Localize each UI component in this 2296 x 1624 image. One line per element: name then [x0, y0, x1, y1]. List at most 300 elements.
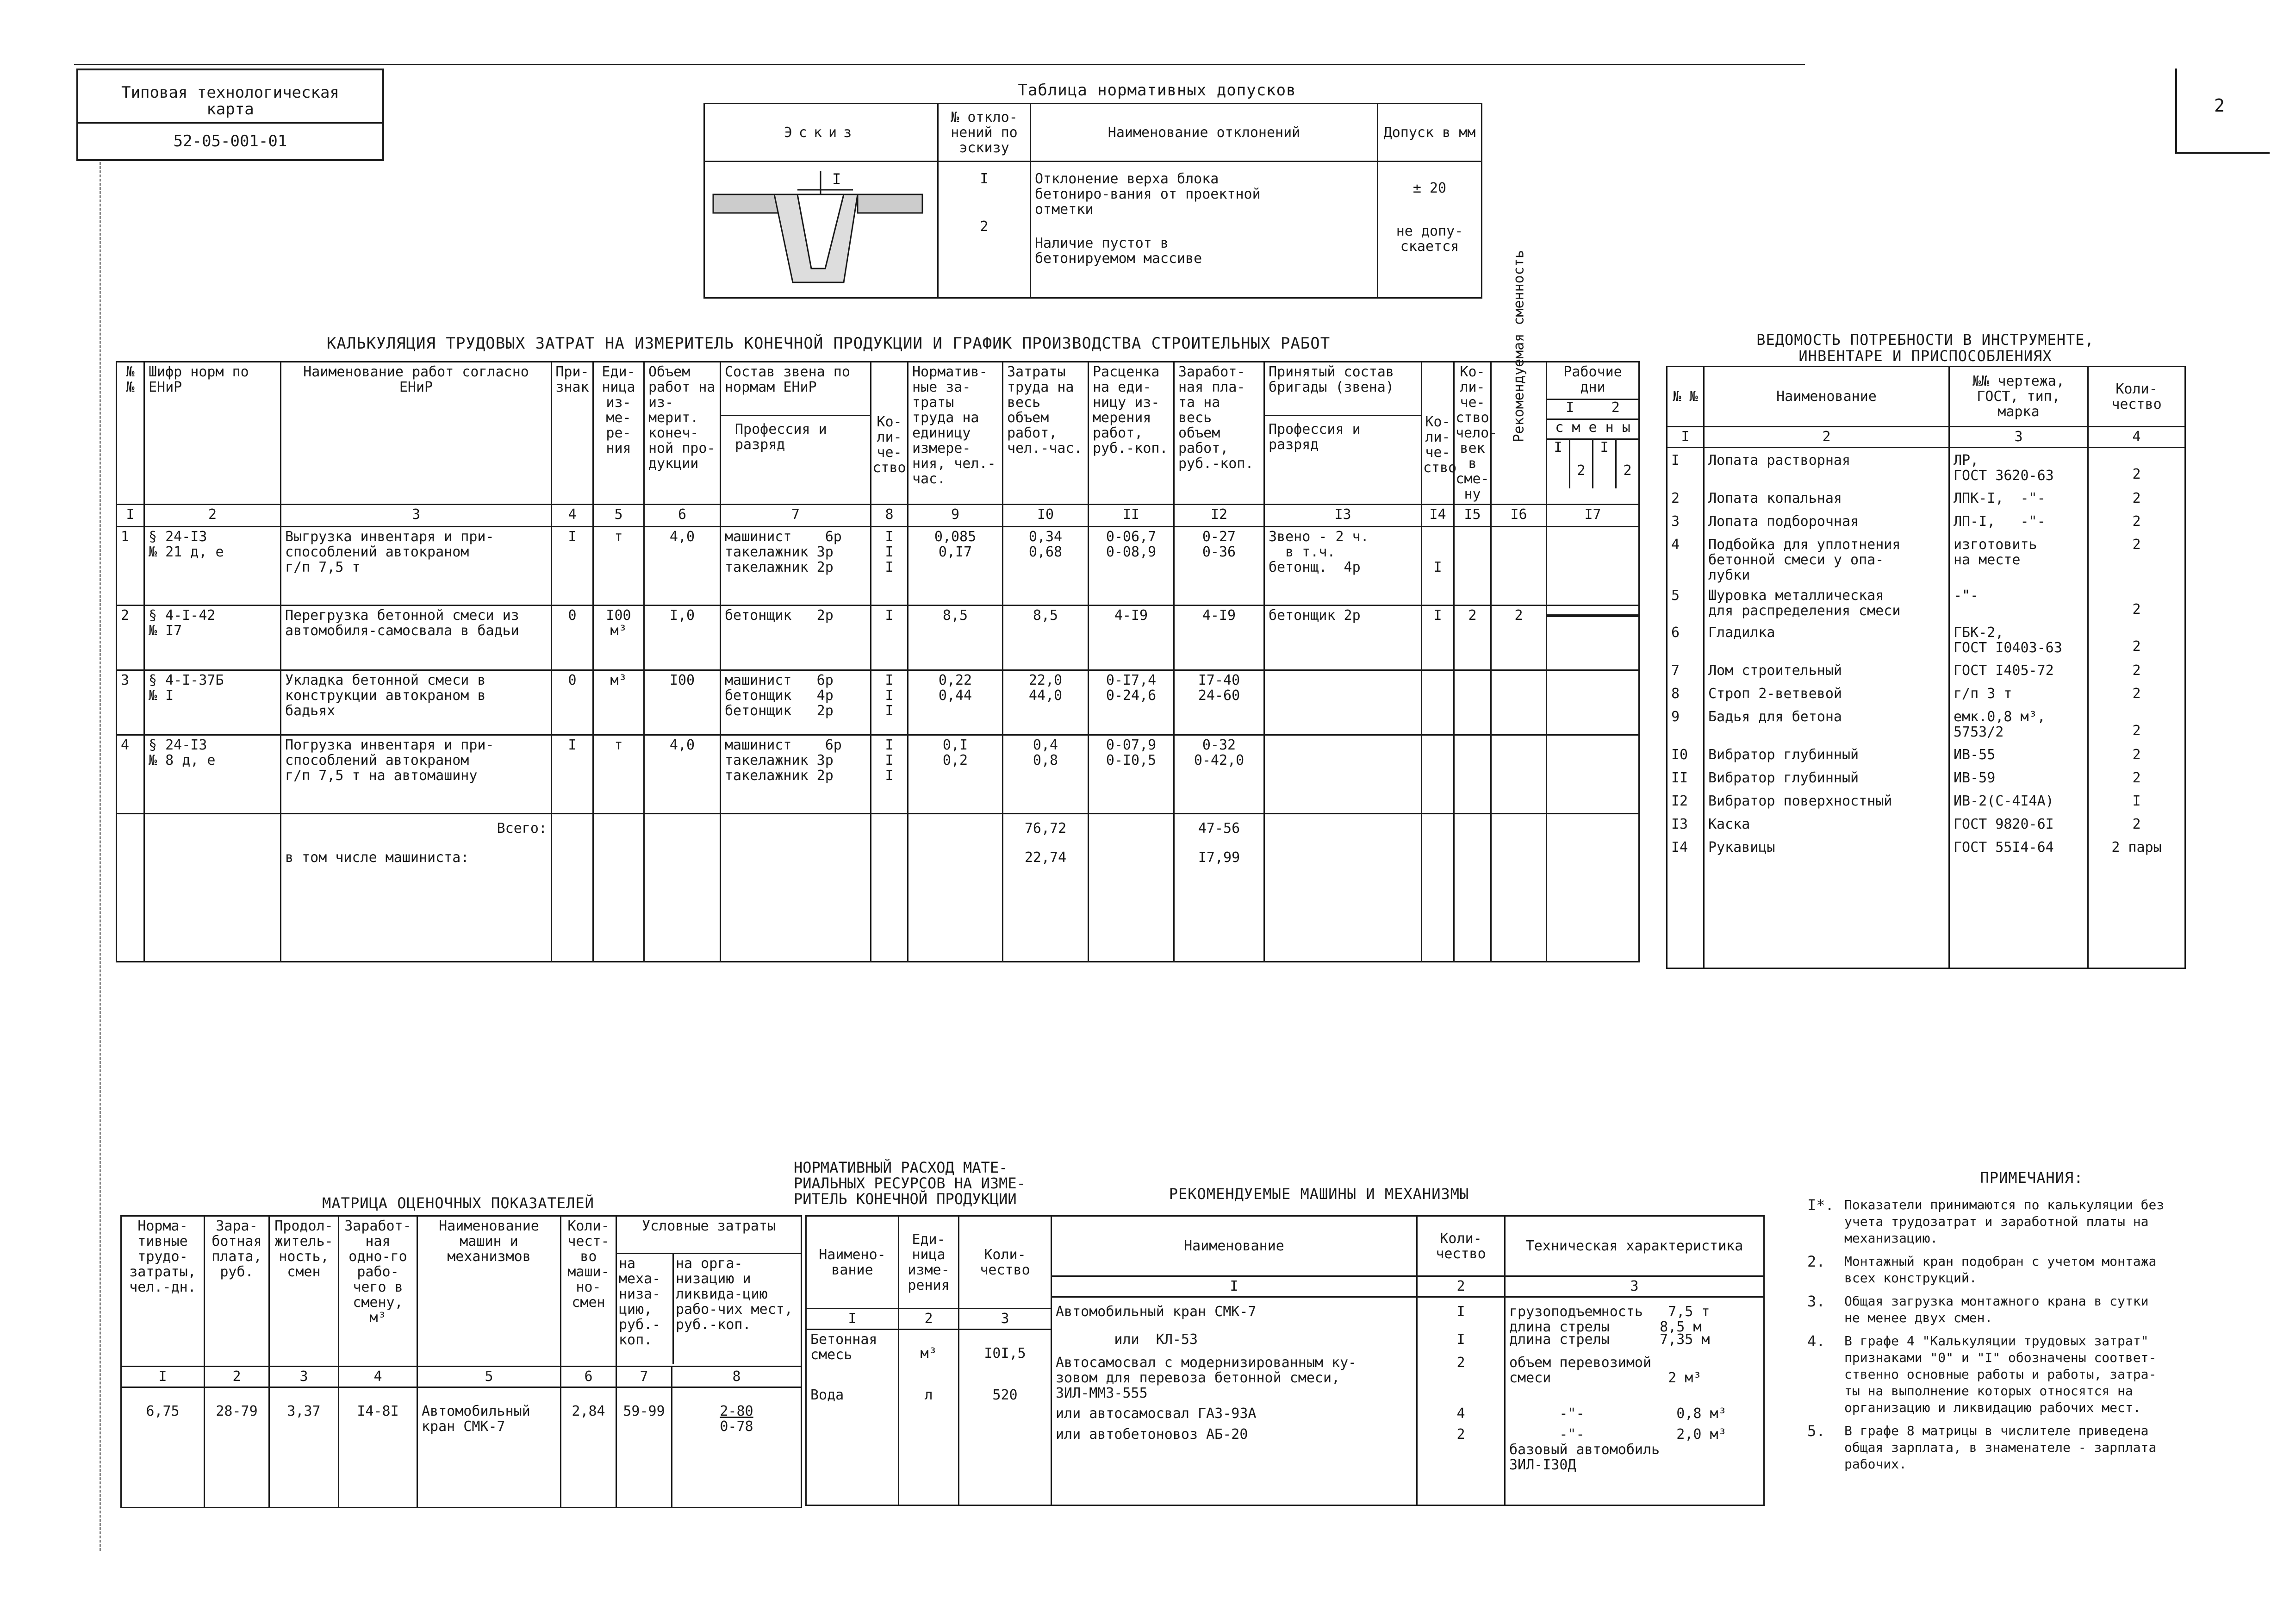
calc-r4-unit: т — [614, 737, 623, 753]
matrix-f: 2,84 — [572, 1403, 605, 1419]
tools-qty: 2 — [2132, 537, 2141, 553]
calc-h3: Наименование работ согласно ЕНиР — [281, 362, 552, 505]
calc-total-wage: 47-56 — [1198, 820, 1240, 837]
matrix-h7-group — [616, 1216, 802, 1367]
tools-title1: ВЕДОМОСТЬ ПОТРЕБНОСТИ В ИНСТРУМЕНТЕ, — [1756, 331, 2094, 349]
tol-tol-cell — [1378, 162, 1482, 298]
title-block — [76, 69, 384, 161]
materials-title: НОРМАТИВНЫЙ РАСХОД МАТЕ-РИАЛЬНЫХ РЕСУРСОВ НА ИЗМЕ-РИТЕЛЬ КОНЕЧНОЙ ПРОДУКЦИИ — [794, 1159, 1026, 1208]
calc-r1-unit: т — [614, 529, 623, 545]
calc-h17-group — [1547, 362, 1639, 505]
calc-r4-wage: 0-32 0-42,0 — [1194, 737, 1244, 768]
tools-mark: ЛП-I, -"- — [1954, 513, 2046, 530]
tools-name: Лопата подборочная — [1708, 513, 1859, 530]
calc-h2: Шифр норм по ЕНиР — [144, 362, 281, 505]
tools-qty: 2 — [2132, 686, 2141, 702]
tol-row2-tol: не допу-скается — [1396, 223, 1463, 255]
tools-mark: ГОСТ 9820-6I — [1954, 816, 2054, 832]
calc-h17-s4: 2 — [1623, 462, 1632, 479]
calc-r3-prof: машинист 6р бетонщик 4р бетонщик 2р — [725, 672, 834, 719]
calc-r3-n: 3 — [121, 672, 130, 688]
matrix-num: I — [121, 1367, 205, 1387]
calc-title: КАЛЬКУЛЯЦИЯ ТРУДОВЫХ ЗАТРАТ НА ИЗМЕРИТЕЛЬ КОНЕЧНОЙ ПРОДУКЦИИ И ГРАФИК ПРОИЗВОДСТВА СТРОИТЕЛЬНЫХ РАБОТ — [326, 334, 1331, 353]
calc-r4-gantt — [1547, 735, 1639, 814]
calc-h13: Принятый состав бригады (звена) — [1265, 362, 1421, 416]
calc-r4-norm: 0,I 0,2 — [942, 737, 968, 768]
calc-num: II — [1089, 505, 1174, 527]
tools-n: 5 — [1671, 587, 1680, 604]
calc-h16: Рекомендуемая сменность — [1511, 250, 1527, 443]
calc-r2-gantt — [1547, 606, 1639, 670]
tools-n: 7 — [1671, 662, 1680, 679]
tools-mark: ГОСТ I405-72 — [1954, 662, 2054, 679]
calc-num: 9 — [908, 505, 1003, 527]
calc-h9: Норматив-ные за-траты труда на единицу измере-ния, чел.-час. — [908, 362, 1003, 505]
note-item — [1807, 1423, 2233, 1473]
tol-num-cell — [938, 162, 1031, 298]
calc-r4-cnt: I I I — [885, 737, 894, 784]
mat-body — [806, 1330, 1052, 1505]
calc-num: 2 — [144, 505, 281, 527]
matrix-h7b: на орга-низацию и ликвида-цию рабо-чих мест, руб.-коп. — [676, 1255, 793, 1333]
matrix-num: 2 — [205, 1367, 269, 1387]
matrix-h2-val: 0-78 — [720, 1418, 753, 1435]
calc-r2-wage: 4-I9 — [1202, 607, 1236, 624]
tol-row2-name: Наличие пустот в бетонируемом массиве — [1035, 235, 1202, 267]
calc-num: 5 — [593, 505, 644, 527]
tools-n: 2 — [1671, 490, 1680, 506]
mach-name: или автобетоновоз АБ-20 — [1056, 1426, 1248, 1443]
calc-r1-gantt — [1547, 527, 1639, 606]
tools-n: 9 — [1671, 709, 1680, 725]
tools-h3: №№ чертежа, ГОСТ, тип, марка — [1949, 367, 2088, 427]
calc-r1-vol: 4,0 — [669, 529, 695, 545]
mat-num: 3 — [959, 1309, 1052, 1330]
matrix-a: 6,75 — [146, 1403, 180, 1419]
tools-mark: ГОСТ 55I4-64 — [1954, 839, 2054, 856]
note-num: 3. — [1807, 1293, 1825, 1310]
mach-qty: 2 — [1456, 1426, 1465, 1443]
calc-h17-smeny: с м е н ы — [1547, 420, 1638, 440]
calc-h8: Ко-ли-че-ство — [872, 414, 906, 476]
tol-h-name: Наименование отклонений — [1031, 104, 1378, 162]
materials-table — [805, 1215, 1052, 1506]
calc-r2-shift: 2 — [1514, 607, 1523, 624]
tools-n: I — [1671, 452, 1680, 468]
gantt-bar — [1547, 614, 1638, 617]
matrix-h1: Норма-тивные трудо-затраты, чел.-дн. — [121, 1216, 205, 1367]
calc-h14-cell — [1422, 362, 1457, 505]
calc-num: I6 — [1491, 505, 1547, 527]
tools-qty: 2 пары — [2111, 839, 2162, 856]
mach-char: -"- 0,8 м³ — [1509, 1405, 1727, 1422]
matrix-h7a: на меха-низа-цию, руб.-коп. — [617, 1254, 674, 1364]
mat-unit: м³ — [920, 1345, 937, 1362]
tools-name: Вибратор глубинный — [1708, 770, 1859, 786]
calc-r3-vol: I00 — [669, 672, 695, 688]
matrix-h6: Коли-чест-во маши-но-смен — [561, 1216, 616, 1367]
tools-n: I0 — [1671, 747, 1688, 763]
calc-r1-sign: I — [568, 529, 577, 545]
tol-h-num: № откло-нений по эскизу — [938, 104, 1031, 162]
mat-name: Вода — [810, 1387, 844, 1403]
calc-num: 4 — [552, 505, 593, 527]
tools-qty: 2 — [2132, 601, 2141, 618]
tools-h2: Наименование — [1704, 367, 1949, 427]
title-line2: карта — [206, 100, 254, 119]
calc-row — [117, 735, 1639, 814]
calc-r1-labor: 0,34 0,68 — [1028, 529, 1063, 560]
matrix-num: 3 — [269, 1367, 339, 1387]
mach-num: 2 — [1417, 1276, 1505, 1297]
calc-h10: Затраты труда на весь объем работ, чел.-час. — [1003, 362, 1089, 505]
tools-name: Строп 2-ветвевой — [1708, 686, 1842, 702]
calc-incl-wage: I7,99 — [1198, 849, 1240, 866]
left-margin-line — [100, 162, 101, 1551]
calc-r1-wage: 0-27 0-36 — [1202, 529, 1236, 560]
tol-row1-num: I — [980, 171, 989, 187]
tools-qty: 2 — [2132, 723, 2141, 739]
matrix-h7: Условные затраты — [617, 1217, 801, 1254]
calc-num: I7 — [1547, 505, 1639, 527]
matrix-table — [120, 1215, 802, 1508]
tools-num: I — [1667, 427, 1704, 448]
calc-r2-bprof: бетонщик 2р — [1269, 607, 1361, 624]
tools-mark: ЛР, ГОСТ 3620-63 — [1954, 452, 2054, 484]
tools-mark: ИВ-2(С-4I4А) — [1954, 793, 2054, 809]
tools-h4: Коли-чество — [2088, 367, 2185, 427]
calc-num: I0 — [1003, 505, 1089, 527]
tools-n: 4 — [1671, 537, 1680, 553]
calc-r2-name: Перегрузка бетонной смеси из автомобиля-самосвала в бадьи — [285, 607, 519, 639]
calc-h17-day1: I — [1566, 400, 1574, 416]
mach-h1: Наименование — [1052, 1216, 1417, 1276]
tolerance-sketch — [705, 162, 936, 296]
note-num: 2. — [1807, 1253, 1825, 1270]
mach-name: Автосамосвал с модернизированным ку- зовом для перевоза бетонной смеси, ЗИЛ-ММЗ-555 — [1056, 1355, 1357, 1401]
calc-r2-vol: I,0 — [669, 607, 695, 624]
calc-num: I — [117, 505, 144, 527]
sketch-label: I — [832, 170, 841, 188]
tolerance-title: Таблица нормативных допусков — [1018, 81, 1296, 100]
tools-n: I3 — [1671, 816, 1688, 832]
tol-h-tol: Допуск в мм — [1378, 104, 1482, 162]
calc-total-row — [117, 814, 1639, 962]
tools-title2: ИНВЕНТАРЕ И ПРИСПОСОБЛЕНИЯХ — [1798, 347, 2052, 365]
note-item — [1807, 1197, 2233, 1247]
calc-h7a: Профессия и разряд — [735, 421, 827, 453]
calc-row — [117, 670, 1639, 735]
calc-r2-bcnt: I — [1433, 607, 1442, 624]
calc-r2-norm: 8,5 — [942, 607, 968, 624]
mach-char: -"- 2,0 м³ базовый автомобиль ЗИЛ-I30Д — [1509, 1426, 1727, 1473]
note-text: В графе 4 "Калькуляции трудовых затрат" признаками "0" и "I" обозначены соответ- ственно основные работы и работы, затра- ты на выполнение которых относятся на организацию и ликвидацию рабочих мест. — [1844, 1333, 2157, 1415]
tools-qty: 2 — [2132, 662, 2141, 679]
mat-h2: Еди-ница изме-рения — [899, 1216, 959, 1309]
calc-h1: № № — [117, 362, 144, 505]
note-item — [1807, 1293, 2233, 1326]
tools-mark: -"- — [1954, 587, 1979, 604]
tools-qty: 2 — [2132, 816, 2141, 832]
mach-char: длина стрелы 7,35 м — [1509, 1331, 1710, 1348]
tools-name: Бадья для бетона — [1708, 709, 1842, 725]
calc-h5: Еди-ница из-ме-ре-ния — [593, 362, 644, 505]
tools-n: I4 — [1671, 839, 1688, 856]
mach-name: или автосамосвал ГАЗ-93А — [1056, 1405, 1257, 1422]
note-text: Монтажный кран подобран с учетом монтажа всех конструкций. — [1844, 1254, 2157, 1286]
note-num: I*. — [1807, 1196, 1834, 1214]
calc-h13-group — [1264, 362, 1422, 505]
notes-title: ПРИМЕЧАНИЯ: — [1980, 1169, 2084, 1187]
tools-num: 4 — [2088, 427, 2185, 448]
calc-r1-bprof: Звено - 2 ч. в т.ч. бетонщ. 4р — [1269, 529, 1369, 575]
mach-qty: 2 — [1456, 1355, 1465, 1371]
tools-mark: ГБК-2, ГОСТ I0403-63 — [1954, 625, 2062, 656]
calc-total-label: Всего: — [497, 820, 547, 837]
matrix-num: 4 — [339, 1367, 417, 1387]
tools-n: 6 — [1671, 625, 1680, 641]
note-num: 4. — [1807, 1332, 1825, 1350]
title-code: 52-05-001-01 — [173, 132, 287, 150]
matrix-title: МАТРИЦА ОЦЕНОЧНЫХ ПОКАЗАТЕЛЕЙ — [322, 1194, 594, 1212]
mach-char: объем перевозимой смеси 2 м³ — [1509, 1355, 1702, 1386]
mat-unit: л — [924, 1387, 933, 1403]
calc-r1-bcnt: I — [1433, 559, 1442, 575]
mach-name: Автомобильный кран СМК-7 — [1056, 1304, 1257, 1320]
calc-r3-cnt: I I I — [885, 672, 894, 719]
tools-mark: емк.0,8 м³, 5753/2 — [1954, 709, 2046, 740]
tools-n: I2 — [1671, 793, 1688, 809]
matrix-e: Автомобильный кран СМК-7 — [422, 1403, 530, 1435]
calc-r4-prof: машинист 6р такелажник 3р такелажник 2р — [725, 737, 842, 784]
calc-num: I3 — [1264, 505, 1422, 527]
tools-qty: 2 — [2132, 490, 2141, 506]
calc-r3-gantt — [1547, 670, 1639, 735]
calc-num: I4 — [1422, 505, 1454, 527]
tools-name: Лопата копальная — [1708, 490, 1842, 506]
calc-r1-norm: 0,085 0,I7 — [934, 529, 977, 560]
calc-num: 3 — [281, 505, 552, 527]
calc-num: 7 — [721, 505, 871, 527]
tools-body — [1667, 448, 2185, 968]
calc-r1-prof: машинист 6р такелажник 3р такелажник 2р — [725, 529, 842, 575]
calc-h16-cell — [1491, 250, 1547, 505]
calc-r2-n: 2 — [121, 607, 130, 624]
calc-r1-code: § 24-I3 № 21 д, е — [149, 529, 224, 560]
mat-num: I — [806, 1309, 899, 1330]
calc-r4-rate: 0-07,9 0-I0,5 — [1106, 737, 1157, 768]
tools-num: 2 — [1704, 427, 1949, 448]
calc-r2-cnt: I — [885, 607, 894, 624]
calc-r4-sign: I — [568, 737, 577, 753]
calc-h4: При-знак — [552, 362, 593, 505]
calc-r2-sign: 0 — [568, 607, 577, 624]
tools-name: Вибратор глубинный — [1708, 747, 1859, 763]
calc-r2-rate: 4-I9 — [1114, 607, 1148, 624]
calc-h11: Расценка на еди-ницу из-мерения работ, руб.-коп. — [1089, 362, 1174, 505]
tools-mark: ЛПК-I, -"- — [1954, 490, 2046, 506]
mat-qty: I0I,5 — [984, 1345, 1026, 1362]
note-text: Общая загрузка монтажного крана в сутки не менее двух смен. — [1844, 1293, 2149, 1325]
calc-r4-code: § 24-I3 № 8 д, е — [149, 737, 216, 768]
matrix-h5: Наименование машин и механизмов — [417, 1216, 561, 1367]
tol-row1-name: Отклонение верха блока бетониро-вания от проектной отметки — [1035, 171, 1261, 218]
title-divider — [78, 122, 382, 124]
calc-num: I5 — [1454, 505, 1491, 527]
tools-name: Каска — [1708, 816, 1750, 832]
mach-num: 3 — [1505, 1276, 1764, 1297]
calc-r2-prof: бетонщик 2р — [725, 607, 834, 624]
mach-qty: I — [1456, 1331, 1465, 1348]
calc-r3-name: Укладка бетонной смеси в конструкции автокраном в бадьях — [285, 672, 486, 719]
tools-name: Лопата растворная — [1708, 452, 1851, 468]
tol-sketch-cell — [704, 162, 938, 298]
calc-num: 6 — [644, 505, 721, 527]
calc-h17-s1: I — [1547, 440, 1570, 488]
matrix-h3: Продол-житель-ность, смен — [269, 1216, 339, 1367]
note-item — [1807, 1253, 2233, 1287]
tools-qty: 2 — [2132, 513, 2141, 530]
matrix-g: 59-99 — [623, 1403, 665, 1419]
tools-table — [1666, 366, 2186, 969]
calc-total-labor: 76,72 — [1024, 820, 1067, 837]
machines-title: РЕКОМЕНДУЕМЫЕ МАШИНЫ И МЕХАНИЗМЫ — [1169, 1185, 1469, 1203]
mat-h3: Коли-чество — [959, 1216, 1052, 1309]
tools-mark: ИВ-59 — [1954, 770, 1996, 786]
tools-name: Шуровка металлическая для распределения смеси — [1708, 587, 1901, 619]
tools-name: Гладилка — [1708, 625, 1775, 641]
tol-name-cell — [1031, 162, 1378, 298]
tools-name: Подбойка для уплотнения бетонной смеси у опа- лубки — [1708, 537, 1901, 583]
matrix-h1-val: 2-80 — [720, 1403, 753, 1419]
machines-table — [1051, 1215, 1765, 1506]
mach-name: или КЛ-53 — [1056, 1331, 1198, 1348]
tol-row2-num: 2 — [980, 219, 989, 235]
note-text: В графе 8 матрицы в числителе приведена общая зарплата, в знаменателе - зарплата рабочих. — [1844, 1423, 2157, 1472]
calc-r3-rate: 0-I7,4 0-24,6 — [1106, 672, 1157, 704]
mat-name: Бетонная смесь — [810, 1331, 877, 1363]
tol-row1-tol: ± 20 — [1412, 180, 1447, 196]
tools-qty: 2 — [2132, 770, 2141, 786]
calc-r3-code: § 4-I-37Б № I — [149, 672, 224, 704]
matrix-h4: Заработ-ная одно-го рабо-чего в смену, м³ — [339, 1216, 417, 1367]
matrix-b: 28-79 — [216, 1403, 258, 1419]
page-number: 2 — [2214, 95, 2225, 116]
mach-char: грузоподъемность 7,5 т длина стрелы 8,5 м — [1509, 1304, 1710, 1335]
calc-num: I2 — [1174, 505, 1264, 527]
tools-qty: 2 — [2132, 638, 2141, 655]
matrix-num: 6 — [561, 1367, 616, 1387]
calc-h17-day2: 2 — [1611, 400, 1620, 416]
tolerance-table — [703, 103, 1482, 299]
matrix-num: 8 — [672, 1367, 802, 1387]
calc-r2-people: 2 — [1468, 607, 1477, 624]
mach-body — [1052, 1297, 1764, 1505]
tools-name: Рукавицы — [1708, 839, 1775, 856]
calc-h7: Состав звена по нормам ЕНиР — [721, 362, 870, 416]
tools-mark: ИВ-55 — [1954, 747, 1996, 763]
calc-r2-labor: 8,5 — [1033, 607, 1058, 624]
calc-h17-s2: 2 — [1570, 440, 1593, 488]
tools-qty: 2 — [2132, 466, 2141, 482]
tol-h-sketch: Эскиз — [704, 104, 938, 162]
tools-n: II — [1671, 770, 1688, 786]
matrix-row — [121, 1387, 802, 1508]
title-line1: Типовая технологическая — [121, 83, 339, 102]
tools-name: Вибратор поверхностный — [1708, 793, 1892, 809]
mat-qty: 520 — [992, 1387, 1018, 1403]
matrix-h2: Зара-ботная плата, руб. — [205, 1216, 269, 1367]
note-item — [1807, 1333, 2233, 1416]
matrix-c: 3,37 — [287, 1403, 321, 1419]
tools-name: Лом строительный — [1708, 662, 1842, 679]
matrix-num: 5 — [417, 1367, 561, 1387]
calc-h12: Заработ-ная пла-та на весь объем работ, руб.-коп. — [1174, 362, 1264, 505]
mach-h3: Техническая характеристика — [1505, 1216, 1764, 1276]
calc-r1-cnt: I I I — [885, 529, 894, 575]
calc-r4-vol: 4,0 — [669, 737, 695, 753]
mat-num: 2 — [899, 1309, 959, 1330]
matrix-d: I4-8I — [357, 1403, 399, 1419]
calc-h15: Ко-ли-че-ство чело-век в сме-ну — [1454, 362, 1491, 505]
calc-r3-norm: 0,22 0,44 — [938, 672, 972, 704]
calc-num: 8 — [871, 505, 908, 527]
tools-mark: г/п 3 т — [1954, 686, 2012, 702]
calc-r3-sign: 0 — [568, 672, 577, 688]
mach-h2: Коли-чество — [1417, 1216, 1505, 1276]
matrix-num: 7 — [616, 1367, 672, 1387]
top-rule — [74, 64, 1805, 65]
tools-h1: № № — [1667, 367, 1704, 427]
mach-num: I — [1052, 1276, 1417, 1297]
tools-qty: 2 — [2132, 747, 2141, 763]
calc-r4-n: 4 — [121, 737, 130, 753]
tools-mark: изготовить на месте — [1954, 537, 2037, 568]
calc-r3-unit: м³ — [610, 672, 627, 688]
calc-incl-label: в том числе машиниста: — [285, 849, 469, 866]
calc-h13a: Профессия и разряд — [1269, 421, 1361, 453]
calc-r2-unit: I00 м³ — [606, 607, 631, 639]
calc-r3-labor: 22,0 44,0 — [1028, 672, 1063, 704]
page-number-box — [2175, 69, 2270, 154]
note-text: Показатели принимаются по калькуляции без учета трудозатрат и заработной платы на механизацию. — [1844, 1197, 2165, 1246]
tools-qty: I — [2132, 793, 2141, 809]
calc-r1-n: 1 — [121, 529, 130, 545]
calc-h17-s3: I — [1593, 440, 1617, 488]
note-num: 5. — [1807, 1422, 1825, 1440]
tools-n: 3 — [1671, 513, 1680, 530]
mach-qty: I — [1456, 1304, 1465, 1320]
calc-h14: Ко-ли-че-ство — [1423, 414, 1457, 476]
calc-r1-rate: 0-06,7 0-08,9 — [1106, 529, 1157, 560]
notes-list — [1807, 1197, 2233, 1479]
calc-r1-name: Выгрузка инвентаря и при- способлений автокраном г/п 7,5 т — [285, 529, 494, 575]
calc-r2-code: § 4-I-42 № I7 — [149, 607, 216, 639]
calc-h17: Рабочие дни — [1547, 362, 1638, 400]
calc-row — [117, 606, 1639, 670]
tools-n: 8 — [1671, 686, 1680, 702]
mach-qty: 4 — [1456, 1405, 1465, 1422]
calc-r4-labor: 0,4 0,8 — [1033, 737, 1058, 768]
calc-r4-name: Погрузка инвентаря и при- способлений автокраном г/п 7,5 т на автомашину — [285, 737, 494, 784]
calc-h8-cell — [871, 362, 908, 505]
mat-h1: Наимено-вание — [806, 1216, 899, 1309]
calc-row — [117, 527, 1639, 606]
calc-h6: Объем работ на из-мерит. конеч-ной про-дукции — [644, 362, 721, 505]
calc-h7-group — [721, 362, 871, 505]
tools-num: 3 — [1949, 427, 2088, 448]
calc-incl-labor: 22,74 — [1024, 849, 1067, 866]
